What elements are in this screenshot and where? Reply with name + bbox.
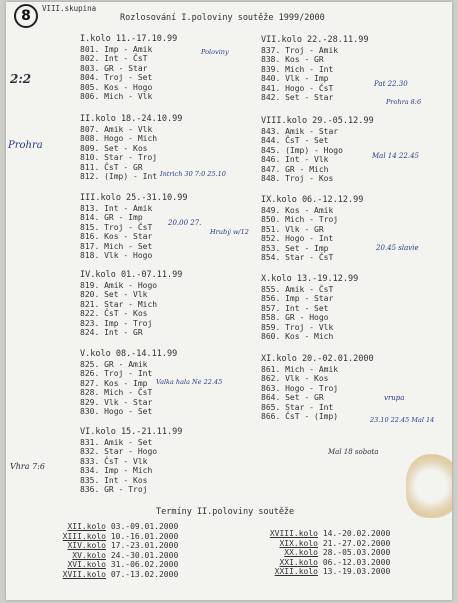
handwritten-score: 2:2: [10, 72, 32, 86]
match-row: 840. Vlk - Imp: [261, 74, 329, 84]
match-row: 806. Mich - Vlk: [80, 92, 153, 102]
term-row: XXII.kolo 13.-19.03.2000: [274, 567, 391, 577]
match-row: 812. (Imp) - Int: [80, 172, 158, 182]
term-row: XIV.kolo 17.-23.01.2000: [67, 541, 179, 551]
term-row: XV.kolo 24.-30.01.2000: [72, 550, 179, 560]
round-block: [80, 34, 177, 101]
round-block: [261, 35, 368, 102]
match-row: 810. Star - Troj: [80, 153, 158, 163]
round-title: V.kolo 08.-14.11.99: [80, 349, 178, 359]
handwritten-note: vrupa: [384, 394, 405, 402]
match-row: 802. Int - ČsT: [80, 54, 148, 64]
match-row: 863. Hogo - Troj: [261, 383, 339, 393]
match-row: 825. GR - Amik: [80, 360, 148, 369]
round-title: IX.kolo 06.-12.12.99: [261, 195, 364, 205]
match-row: 829. Vlk - Star: [80, 397, 153, 407]
match-row: 805. Kos - Hogo: [80, 82, 153, 92]
match-row: 815. Troj - ČsT: [80, 222, 153, 232]
match-row: 855. Amik - ČsT: [261, 285, 334, 294]
term-row: XX.kolo 28.-05.03.2000: [284, 548, 391, 558]
match-row: 862. Vlk - Kos: [261, 374, 329, 384]
match-row: 830. Hogo - Set: [80, 407, 153, 417]
terms-right-list: [256, 529, 390, 577]
match-row: 817. Mich - Set: [80, 241, 153, 251]
match-row: 845. (Imp) - Hogo: [261, 145, 343, 155]
round-title: X.kolo 13.-19.12.99: [261, 274, 359, 284]
match-row: 861. Mich - Amik: [261, 365, 339, 374]
round-title: VI.kolo 15.-21.11.99: [80, 427, 183, 437]
match-row: 838. Kos - GR: [261, 55, 324, 65]
handwritten-note: Valka hala Ne 22.45: [156, 378, 223, 386]
match-row: 837. Troj - Amik: [261, 46, 339, 55]
term-row: XXI.kolo 06.-12.03.2000: [279, 557, 391, 567]
match-row: 839. Mich - Int: [261, 64, 334, 74]
round-title: VIII.kolo 29.-05.12.99: [261, 116, 374, 126]
round-block: [261, 195, 363, 262]
match-row: 854. Star - ČsT: [261, 253, 334, 263]
term-row: XIII.kolo 10.-16.01.2000: [62, 531, 179, 541]
match-row: 828. Mich - ČsT: [80, 388, 153, 398]
match-row: 801. Imp - Amik: [80, 45, 153, 54]
match-row: 849. Kos - Amik: [261, 206, 334, 215]
term-row: XVII.kolo 07.-13.02.2000: [62, 569, 179, 579]
match-row: 823. Imp - Troj: [80, 318, 153, 328]
term-row: XIX.kolo 21.-27.02.2000: [279, 538, 391, 548]
match-row: 827. Kos - Imp: [80, 378, 148, 388]
match-row: 833. ČsT - Vlk: [80, 456, 148, 466]
match-row: 858. GR - Hogo: [261, 313, 329, 323]
match-row: 852. Hogo - Int: [261, 234, 334, 244]
match-row: 843. Amik - Star: [261, 127, 339, 136]
match-row: 835. Int - Kos: [80, 475, 148, 485]
terms-left-list: [46, 522, 178, 580]
handwritten-note: Intrich 30 7:0 25.10: [160, 170, 226, 178]
handwritten-note: 23.10 22.45 Mal 14: [370, 416, 435, 424]
round-block: [261, 354, 374, 421]
round-block: [80, 270, 182, 337]
match-row: 808. Hogo - Mich: [80, 134, 158, 144]
handwritten-note: Prohra: [8, 140, 43, 151]
match-row: 819. Amik - Hogo: [80, 281, 158, 290]
round-title: IV.kolo 01.-07.11.99: [80, 270, 183, 280]
match-row: 841. Hogo - ČsT: [261, 83, 334, 93]
handwritten-note: Hrubý w/12: [210, 228, 249, 236]
round-block: [261, 116, 374, 183]
match-row: 851. Vlk - GR: [261, 224, 324, 234]
handwritten-note: Prohra 8:6: [386, 98, 422, 106]
handwritten-note: 20.45 slavie: [376, 244, 419, 252]
round-block: [80, 427, 182, 494]
term-row: XII.kolo 03.-09.01.2000: [67, 522, 179, 531]
document-sheet: [6, 2, 452, 600]
match-row: 864. Set - GR: [261, 393, 324, 403]
round-title: XI.kolo 20.-02.01.2000: [261, 354, 374, 364]
match-row: 853. Set - Imp: [261, 243, 329, 253]
match-row: 826. Troj - Int: [80, 369, 153, 379]
match-row: 803. GR - Star: [80, 63, 148, 73]
round-title: I.kolo 11.-17.10.99: [80, 34, 178, 44]
match-row: 842. Set - Star: [261, 93, 334, 103]
handwritten-note: Mal 18 sobota: [328, 448, 379, 456]
group-label: VIII.skupina: [42, 4, 97, 13]
match-row: 846. Int - Vlk: [261, 155, 329, 165]
match-row: 813. Int - Amik: [80, 204, 153, 213]
group-number-badge: 8: [14, 4, 38, 28]
coffee-stain: [406, 454, 452, 518]
term-row: XVIII.kolo 14.-20.02.2000: [269, 529, 391, 538]
handwritten-note: Poloviny: [201, 48, 229, 56]
round-block: [261, 274, 358, 341]
match-row: 850. Mich - Troj: [261, 215, 339, 225]
match-row: 834. Imp - Mich: [80, 466, 153, 476]
handwritten-note: Mal 14 22.45: [372, 152, 419, 160]
match-row: 860. Kos - Mich: [261, 332, 334, 342]
match-row: 814. GR - Imp: [80, 213, 143, 223]
match-row: 836. GR - Troj: [80, 485, 148, 495]
match-row: 822. ČsT - Kos: [80, 309, 148, 319]
match-row: 818. Vlk - Hogo: [80, 251, 153, 261]
match-row: 811. ČsT - GR: [80, 162, 143, 172]
match-row: 847. GR - Mich: [261, 164, 329, 174]
round-title: III.kolo 25.-31.10.99: [80, 193, 188, 203]
handwritten-note: 20.00 27.: [168, 219, 202, 227]
match-row: 821. Star - Mich: [80, 299, 158, 309]
match-row: 866. ČsT - (Imp): [261, 412, 339, 422]
match-row: 844. ČsT - Set: [261, 136, 329, 146]
match-row: 807. Amik - Vlk: [80, 125, 153, 134]
match-row: 832. Star - Hogo: [80, 447, 158, 457]
page-title: Rozlosování I.poloviny soutěže 1999/2000: [120, 13, 325, 23]
match-row: 809. Set - Kos: [80, 143, 148, 153]
match-row: 804. Troj - Set: [80, 73, 153, 83]
handwritten-note: Pat 22.30: [374, 80, 408, 88]
match-row: 824. Int - GR: [80, 328, 143, 338]
match-row: 831. Amik - Set: [80, 438, 153, 447]
term-row: XVI.kolo 31.-06.02.2000: [67, 560, 179, 570]
match-row: 856. Imp - Star: [261, 294, 334, 304]
match-row: 816. Kos - Star: [80, 232, 153, 242]
match-row: 859. Troj - Vlk: [261, 322, 334, 332]
match-row: 857. Int - Set: [261, 303, 329, 313]
round-title: II.kolo 18.-24.10.99: [80, 114, 183, 124]
match-row: 820. Set - Vlk: [80, 290, 148, 300]
match-row: 848. Troj - Kos: [261, 174, 334, 184]
match-row: 865. Star - Int: [261, 402, 334, 412]
handwritten-note: Vhra 7:6: [10, 462, 45, 471]
terms-title: Termíny II.poloviny soutěže: [156, 507, 295, 517]
round-title: VII.kolo 22.-28.11.99: [261, 35, 369, 45]
